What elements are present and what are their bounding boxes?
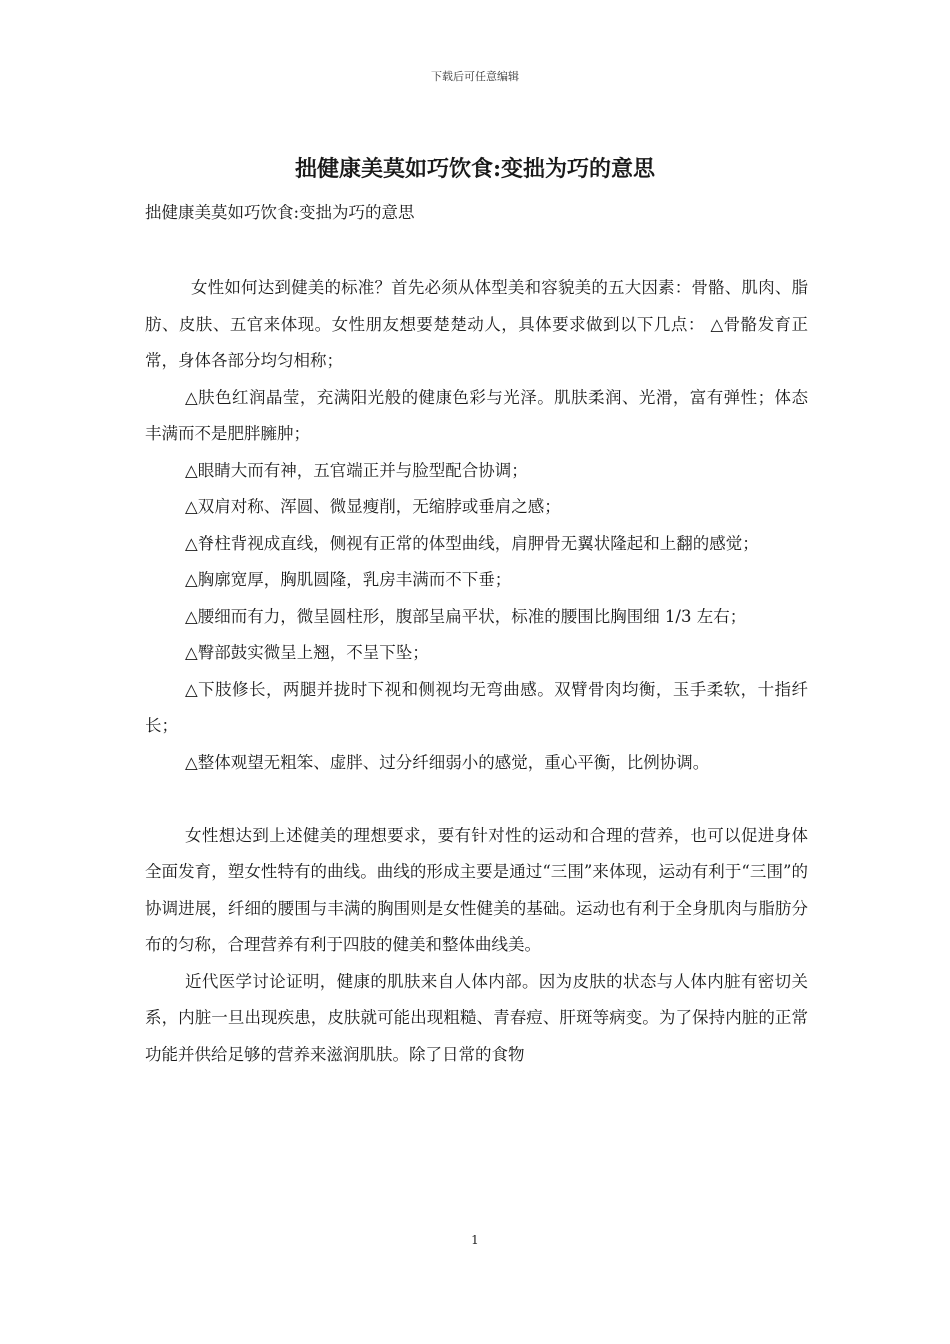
paragraph-medical: 近代医学讨论证明，健康的肌肤来自人体内部。因为皮肤的状态与人体内脏有密切关系，内脏一旦出现疾患，皮肤就可能出现粗糙、青春痘、肝斑等病变。为了保持内脏的正常功能并供给足够的营养来滋润肌肤。除了日常的食物 <box>145 971 808 1064</box>
paragraph-eyes: △眼睛大而有神，五官端正并与脸型配合协调； <box>185 460 528 480</box>
paragraph-hips: △臀部鼓实微呈上翘，不呈下坠； <box>185 643 429 662</box>
paragraph-shoulders: △双肩对称、浑圆、微显瘦削，无缩脖或垂肩之感； <box>185 497 561 516</box>
document-body <box>145 270 808 1073</box>
paragraph-overall: △整体观望无粗笨、虚胖、过分纤细弱小的感觉，重心平衡，比例协调。 <box>185 752 710 772</box>
paragraph-waist: △腰细而有力，微呈圆柱形，腹部呈扁平状，标准的腰围比胸围细 1/3 左右； <box>185 606 747 626</box>
document-subtitle: 拙健康美莫如巧饮食:变拙为巧的意思 <box>145 203 415 222</box>
page-header-note: 下载后可任意编辑 <box>431 70 519 83</box>
document-title: 拙健康美莫如巧饮食:变拙为巧的意思 <box>294 156 656 182</box>
paragraph-exercise: 女性想达到上述健美的理想要求，要有针对性的运动和合理的营养，也可以促进身体全面发育，塑女性特有的曲线。曲线的形成主要是通过“三围”来体现，运动有利于“三围”的协调进展，纤细的腰围与丰满的胸围则是女性健美的基础。运动也有利于全身肌肉与脂肪分布的匀称，合理营养有利于四肢的健美和整体曲线美。 <box>145 825 808 954</box>
paragraph-spine: △脊柱背视成直线，侧视有正常的体型曲线，肩胛骨无翼状隆起和上翻的感觉； <box>185 533 759 553</box>
page-number: 1 <box>471 1233 479 1247</box>
paragraph-spacer <box>145 781 808 818</box>
paragraph-intro: 女性如何达到健美的标准？首先必须从体型美和容貌美的五大因素：骨骼、肌肉、脂肪、皮肤、五官来体现。女性朋友想要楚楚动人，具体要求做到以下几点： △骨骼发育正常，身体各部分均匀相称； <box>145 278 808 370</box>
paragraph-skin: △肤色红润晶莹，充满阳光般的健康色彩与光泽。肌肤柔润、光滑，富有弹性；体态丰满而不是肥胖臃肿； <box>145 387 808 443</box>
paragraph-limbs: △下肢修长，两腿并拢时下视和侧视均无弯曲感。双臂骨肉均衡，玉手柔软，十指纤长； <box>145 679 808 735</box>
paragraph-chest: △胸廓宽厚，胸肌圆隆，乳房丰满而不下垂； <box>185 570 512 589</box>
